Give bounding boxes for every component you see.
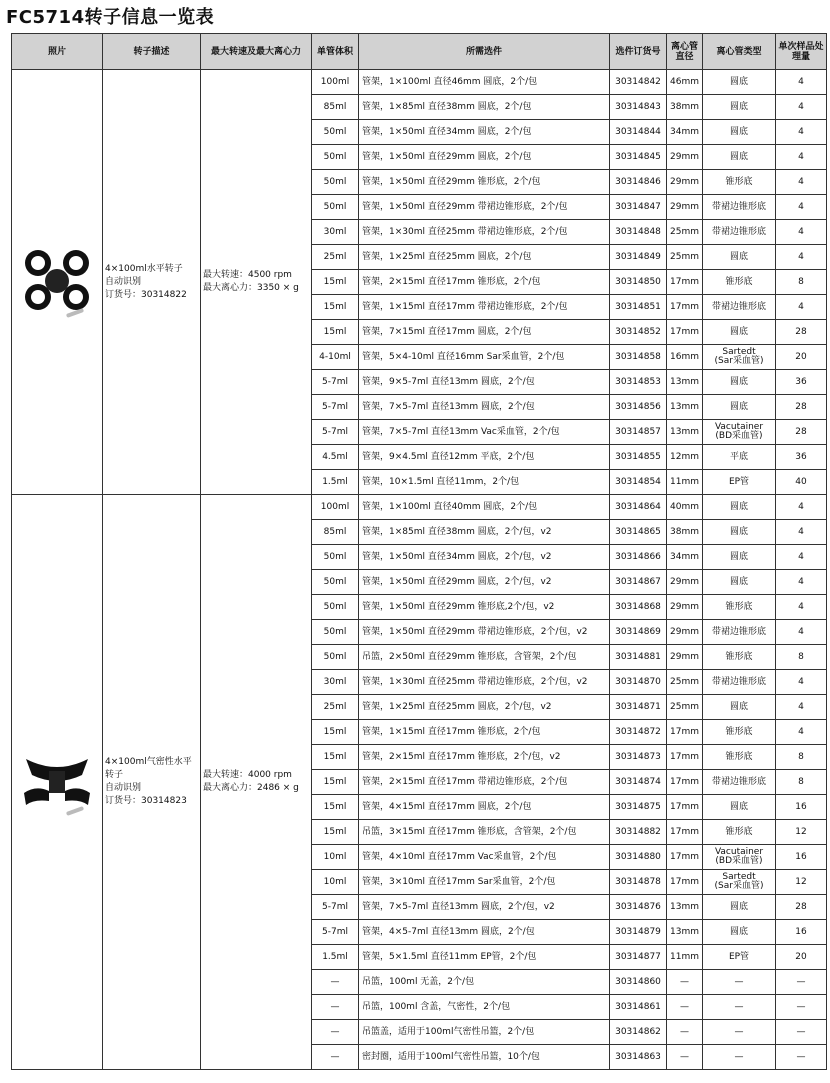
tube-diameter: 13mm [667,420,703,445]
sample-capacity: 28 [776,320,827,345]
accessory-desc: 吊篮，3×15ml 直径17mm 锥形底，含管架，2个/包 [359,820,610,845]
sample-capacity: 4 [776,720,827,745]
accessory-desc: 管架，1×85ml 直径38mm 圆底，2个/包，v2 [359,520,610,545]
order-number: 30314871 [610,695,667,720]
sample-capacity: 36 [776,370,827,395]
order-number: 30314865 [610,520,667,545]
sample-capacity: 4 [776,195,827,220]
tube-diameter: 12mm [667,445,703,470]
rotor-speed-line: 最大转速：4000 rpm [203,770,292,780]
tube-diameter: 46mm [667,70,703,95]
tube-volume: 10ml [312,845,359,870]
accessory-desc: 管架，1×50ml 直径34mm 圆底，2个/包，v2 [359,545,610,570]
sample-capacity: 8 [776,745,827,770]
tube-type: 圆底 [703,320,776,345]
tube-volume: 50ml [312,170,359,195]
tube-diameter: 29mm [667,595,703,620]
order-number: 30314844 [610,120,667,145]
sample-capacity: 4 [776,495,827,520]
sample-capacity: 4 [776,595,827,620]
accessory-desc: 管架，7×5-7ml 直径13mm Vac采血管，2个/包 [359,420,610,445]
order-number: 30314872 [610,720,667,745]
aerosol-tight-rotor-photo [16,741,98,823]
sample-capacity: — [776,995,827,1020]
accessory-desc: 管架，3×10ml 直径17mm Sar采血管，2个/包 [359,870,610,895]
tube-volume: 10ml [312,870,359,895]
tube-type: — [703,1020,776,1045]
tube-volume: 50ml [312,120,359,145]
order-number: 30314851 [610,295,667,320]
order-number: 30314848 [610,220,667,245]
tube-diameter: — [667,1045,703,1070]
accessory-desc: 管架，1×25ml 直径25mm 圆底，2个/包 [359,245,610,270]
order-number: 30314846 [610,170,667,195]
accessory-desc: 管架，7×5-7ml 直径13mm 圆底，2个/包 [359,395,610,420]
tube-diameter: 38mm [667,520,703,545]
sample-capacity: 4 [776,145,827,170]
sample-capacity: — [776,1045,827,1070]
accessory-desc: 管架，1×50ml 直径29mm 圆底，2个/包 [359,145,610,170]
tube-volume: 15ml [312,295,359,320]
tube-diameter: 17mm [667,270,703,295]
sample-capacity: 12 [776,870,827,895]
tube-type: 圆底 [703,695,776,720]
accessory-desc: 管架，2×15ml 直径17mm 带裙边锥形底，2个/包 [359,770,610,795]
table-row [12,70,827,95]
tube-type: 圆底 [703,95,776,120]
tube-type: EP管 [703,470,776,495]
tube-diameter: 40mm [667,495,703,520]
tube-diameter: 17mm [667,795,703,820]
tube-diameter: 13mm [667,370,703,395]
order-number: 30314868 [610,595,667,620]
tube-type: 带裙边锥形底 [703,620,776,645]
rotor-desc-line: 自动识别 [105,276,142,287]
tube-type: 圆底 [703,520,776,545]
accessory-desc: 管架，9×4.5ml 直径12mm 平底，2个/包 [359,445,610,470]
tube-volume: 15ml [312,270,359,295]
tube-type: Sartedt (Sar采血管) [703,870,776,895]
tube-volume: 30ml [312,670,359,695]
header-tube-volume: 单管体积 [312,34,359,70]
tube-type: 锥形底 [703,645,776,670]
tube-volume: — [312,1045,359,1070]
tube-volume: — [312,1020,359,1045]
sample-capacity: 12 [776,820,827,845]
order-number: 30314857 [610,420,667,445]
tube-type: Sartedt (Sar采血管) [703,345,776,370]
accessory-desc: 管架，1×50ml 直径29mm 锥形底,2个/包，v2 [359,595,610,620]
tube-type: 带裙边锥形底 [703,195,776,220]
tube-volume: 100ml [312,495,359,520]
tube-type: — [703,1045,776,1070]
tube-type: 圆底 [703,545,776,570]
tube-type: 圆底 [703,120,776,145]
tube-type: 圆底 [703,245,776,270]
order-number: 30314858 [610,345,667,370]
tube-type: 圆底 [703,570,776,595]
rotor-desc-line: 自动识别 [105,783,142,793]
sample-capacity: 4 [776,120,827,145]
tube-type: 带裙边锥形底 [703,670,776,695]
sample-capacity: — [776,1020,827,1045]
tube-diameter: — [667,995,703,1020]
rotor-desc-line: 4×100ml气密性水平转子 [105,757,192,780]
rotor-speed-line: 最大转速：4500 rpm [203,270,292,280]
order-number: 30314882 [610,820,667,845]
tube-type: 锥形底 [703,720,776,745]
tube-diameter: — [667,970,703,995]
tube-volume: 1.5ml [312,470,359,495]
tube-type: 带裙边锥形底 [703,295,776,320]
sample-capacity: — [776,970,827,995]
tube-volume: 15ml [312,820,359,845]
tube-type: Vacutainer (BD采血管) [703,420,776,445]
tube-diameter: 17mm [667,870,703,895]
rotor-speed-line: 最大离心力：2486 × g [203,783,299,793]
tube-volume: 15ml [312,320,359,345]
accessory-desc: 管架，10×1.5ml 直径11mm，2个/包 [359,470,610,495]
tube-volume: 5-7ml [312,370,359,395]
rotor-desc-line: 订货号：30314823 [105,796,187,806]
tube-type: 带裙边锥形底 [703,770,776,795]
tube-diameter: 29mm [667,195,703,220]
tube-volume: 100ml [312,70,359,95]
accessory-desc: 吊篮，100ml 含盖，气密性，2个/包 [359,995,610,1020]
tube-volume: 50ml [312,545,359,570]
rotor-speed [201,70,312,495]
sample-capacity: 4 [776,545,827,570]
header-accessory: 所需选件 [359,34,610,70]
accessory-desc: 管架，4×10ml 直径17mm Vac采血管，2个/包 [359,845,610,870]
tube-volume: 5-7ml [312,920,359,945]
tube-volume: 1.5ml [312,945,359,970]
rotor-photo [12,495,103,1070]
rotor-desc-line: 订货号：30314822 [105,289,187,300]
header-tube-diameter: 离心管直径 [667,34,703,70]
tube-type: 圆底 [703,370,776,395]
tube-diameter: 11mm [667,470,703,495]
order-number: 30314864 [610,495,667,520]
accessory-desc: 吊篮盖，适用于100ml气密性吊篮，2个/包 [359,1020,610,1045]
tube-volume: 15ml [312,795,359,820]
tube-type: — [703,970,776,995]
tube-volume: 15ml [312,720,359,745]
accessory-desc: 管架，4×5-7ml 直径13mm 圆底，2个/包 [359,920,610,945]
order-number: 30314850 [610,270,667,295]
order-number: 30314873 [610,745,667,770]
header-max-speed: 最大转速及最大离心力 [201,34,312,70]
tube-diameter: 17mm [667,295,703,320]
sample-capacity: 4 [776,245,827,270]
header-tube-type: 离心管类型 [703,34,776,70]
rotor-desc-line: 4×100ml水平转子 [105,263,183,274]
accessory-desc: 管架，1×50ml 直径29mm 带裙边锥形底，2个/包，v2 [359,620,610,645]
accessory-desc: 吊篮，100ml 无盖，2个/包 [359,970,610,995]
header-capacity: 单次样品处理量 [776,34,827,70]
tube-volume: 15ml [312,770,359,795]
accessory-desc: 管架，1×50ml 直径29mm 锥形底，2个/包 [359,170,610,195]
sample-capacity: 16 [776,920,827,945]
accessory-desc: 管架，7×5-7ml 直径13mm 圆底，2个/包，v2 [359,895,610,920]
order-number: 30314875 [610,795,667,820]
order-number: 30314843 [610,95,667,120]
tube-volume: 50ml [312,620,359,645]
order-number: 30314877 [610,945,667,970]
tube-volume: 50ml [312,595,359,620]
sample-capacity: 28 [776,895,827,920]
tube-diameter: 17mm [667,320,703,345]
order-number: 30314879 [610,920,667,945]
tube-volume: 50ml [312,145,359,170]
order-number: 30314856 [610,395,667,420]
tube-type: 圆底 [703,70,776,95]
tube-diameter: 25mm [667,670,703,695]
tube-volume: 5-7ml [312,420,359,445]
tube-type: 带裙边锥形底 [703,220,776,245]
tube-volume: 50ml [312,645,359,670]
tube-diameter: 29mm [667,570,703,595]
tube-volume: 5-7ml [312,395,359,420]
tube-volume: 25ml [312,245,359,270]
order-number: 30314853 [610,370,667,395]
tube-volume: — [312,970,359,995]
accessory-desc: 管架，2×15ml 直径17mm 锥形底，2个/包 [359,270,610,295]
tube-type: 圆底 [703,145,776,170]
sample-capacity: 28 [776,420,827,445]
tube-diameter: 25mm [667,695,703,720]
tube-diameter: — [667,1020,703,1045]
sample-capacity: 20 [776,945,827,970]
rotor-speed [201,495,312,1070]
accessory-desc: 管架，1×30ml 直径25mm 带裙边锥形底，2个/包 [359,220,610,245]
sample-capacity: 40 [776,470,827,495]
tube-type: Vacutainer (BD采血管) [703,845,776,870]
sample-capacity: 4 [776,670,827,695]
tube-diameter: 34mm [667,120,703,145]
tube-type: 圆底 [703,795,776,820]
accessory-desc: 管架，1×100ml 直径40mm 圆底，2个/包 [359,495,610,520]
tube-volume: 30ml [312,220,359,245]
order-number: 30314862 [610,1020,667,1045]
order-number: 30314881 [610,645,667,670]
order-number: 30314854 [610,470,667,495]
tube-diameter: 16mm [667,345,703,370]
rotor-description [103,495,201,1070]
tube-diameter: 13mm [667,895,703,920]
order-number: 30314863 [610,1045,667,1070]
sample-capacity: 4 [776,570,827,595]
tube-volume: 85ml [312,520,359,545]
sample-capacity: 4 [776,520,827,545]
tube-diameter: 29mm [667,170,703,195]
sample-capacity: 4 [776,295,827,320]
order-number: 30314869 [610,620,667,645]
tube-type: 圆底 [703,395,776,420]
order-number: 30314878 [610,870,667,895]
order-number: 30314852 [610,320,667,345]
order-number: 30314880 [610,845,667,870]
tube-volume: 50ml [312,570,359,595]
order-number: 30314860 [610,970,667,995]
tube-diameter: 38mm [667,95,703,120]
table-row [12,495,827,520]
tube-type: 圆底 [703,895,776,920]
order-number: 30314861 [610,995,667,1020]
tube-diameter: 29mm [667,645,703,670]
tube-type: 锥形底 [703,820,776,845]
accessory-desc: 管架，5×1.5ml 直径11mm EP管，2个/包 [359,945,610,970]
tube-volume: 15ml [312,745,359,770]
tube-type: 锥形底 [703,270,776,295]
accessory-desc: 管架，1×50ml 直径34mm 圆底，2个/包 [359,120,610,145]
rotor-speed-line: 最大离心力：3350 × g [203,283,299,293]
order-number: 30314849 [610,245,667,270]
accessory-desc: 管架，2×15ml 直径17mm 锥形底，2个/包，v2 [359,745,610,770]
accessory-desc: 吊篮，2×50ml 直径29mm 锥形底，含管架，2个/包 [359,645,610,670]
tube-volume: — [312,995,359,1020]
tube-diameter: 17mm [667,820,703,845]
tube-diameter: 17mm [667,770,703,795]
header-rotor-desc: 转子描述 [103,34,201,70]
tube-type: 锥形底 [703,745,776,770]
rotor-photo [12,70,103,495]
sample-capacity: 8 [776,645,827,670]
accessory-desc: 管架，1×25ml 直径25mm 圆底，2个/包，v2 [359,695,610,720]
tube-type: 圆底 [703,920,776,945]
sample-capacity: 4 [776,620,827,645]
sample-capacity: 4 [776,170,827,195]
sample-capacity: 4 [776,95,827,120]
tube-type: 锥形底 [703,595,776,620]
tube-diameter: 17mm [667,745,703,770]
tube-diameter: 13mm [667,920,703,945]
table-header-row [12,34,827,70]
tube-volume: 4-10ml [312,345,359,370]
order-number: 30314874 [610,770,667,795]
sample-capacity: 4 [776,695,827,720]
page-title: FC5714转子信息一览表 [6,7,215,28]
rotor-description [103,70,201,495]
sample-capacity: 16 [776,845,827,870]
order-number: 30314845 [610,145,667,170]
order-number: 30314842 [610,70,667,95]
tube-volume: 5-7ml [312,895,359,920]
tube-type: 圆底 [703,495,776,520]
accessory-desc: 管架，1×15ml 直径17mm 带裙边锥形底，2个/包 [359,295,610,320]
tube-type: 锥形底 [703,170,776,195]
tube-diameter: 34mm [667,545,703,570]
rotor-info-table [11,33,827,1070]
sample-capacity: 16 [776,795,827,820]
sample-capacity: 36 [776,445,827,470]
tube-diameter: 11mm [667,945,703,970]
accessory-desc: 管架，9×5-7ml 直径13mm 圆底，2个/包 [359,370,610,395]
tube-volume: 50ml [312,195,359,220]
accessory-desc: 管架，1×50ml 直径29mm 圆底，2个/包，v2 [359,570,610,595]
accessory-desc: 管架，1×50ml 直径29mm 带裙边锥形底，2个/包 [359,195,610,220]
accessory-desc: 管架，1×100ml 直径46mm 圆底，2个/包 [359,70,610,95]
order-number: 30314866 [610,545,667,570]
tube-diameter: 13mm [667,395,703,420]
sample-capacity: 8 [776,270,827,295]
sample-capacity: 4 [776,70,827,95]
tube-type: 平底 [703,445,776,470]
order-number: 30314867 [610,570,667,595]
accessory-desc: 管架，1×85ml 直径38mm 圆底，2个/包 [359,95,610,120]
accessory-desc: 密封圈，适用于100ml气密性吊篮，10个/包 [359,1045,610,1070]
accessory-desc: 管架，1×15ml 直径17mm 锥形底，2个/包 [359,720,610,745]
header-photo: 照片 [12,34,103,70]
accessory-desc: 管架，4×15ml 直径17mm 圆底，2个/包 [359,795,610,820]
tube-volume: 4.5ml [312,445,359,470]
header-order-no: 选件订货号 [610,34,667,70]
tube-volume: 25ml [312,695,359,720]
tube-diameter: 29mm [667,145,703,170]
tube-diameter: 25mm [667,220,703,245]
order-number: 30314855 [610,445,667,470]
tube-type: EP管 [703,945,776,970]
sample-capacity: 20 [776,345,827,370]
tube-volume: 85ml [312,95,359,120]
tube-diameter: 29mm [667,620,703,645]
accessory-desc: 管架，1×30ml 直径25mm 带裙边锥形底，2个/包，v2 [359,670,610,695]
tube-diameter: 17mm [667,720,703,745]
tube-diameter: 25mm [667,245,703,270]
order-number: 30314847 [610,195,667,220]
accessory-desc: 管架，7×15ml 直径17mm 圆底，2个/包 [359,320,610,345]
order-number: 30314870 [610,670,667,695]
sample-capacity: 8 [776,770,827,795]
accessory-desc: 管架，5×4-10ml 直径16mm Sar采血管，2个/包 [359,345,610,370]
sample-capacity: 28 [776,395,827,420]
sample-capacity: 4 [776,220,827,245]
swing-bucket-rotor-photo [16,241,98,323]
tube-type: — [703,995,776,1020]
tube-diameter: 17mm [667,845,703,870]
order-number: 30314876 [610,895,667,920]
